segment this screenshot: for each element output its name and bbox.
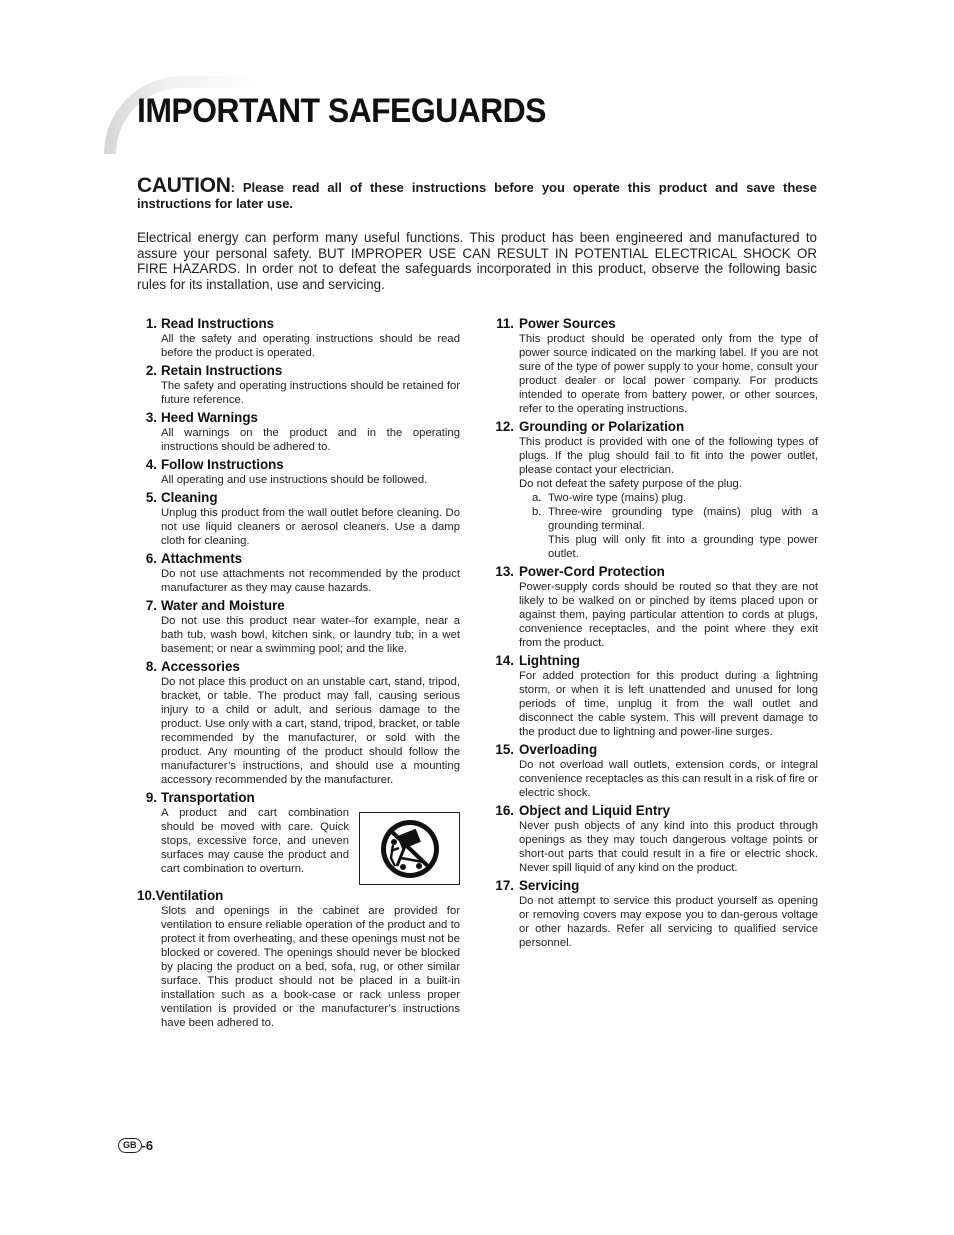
item-heading — [137, 410, 460, 426]
item-title: Power-Cord Protection — [519, 564, 665, 579]
item-title: Object and Liquid Entry — [519, 803, 671, 818]
safeguard-item — [137, 457, 460, 487]
item-paragraph: Do not defeat the safety purpose of the plug. — [519, 478, 742, 490]
item-title: Grounding or Polarization — [519, 419, 685, 434]
page-title: IMPORTANT SAFEGUARDS — [137, 92, 546, 130]
safeguard-item — [137, 316, 460, 360]
item-body: Do not overload wall outlets, extension cords, or integral convenience receptacles as this can result in a risk of fire or electric shock. — [519, 759, 818, 799]
item-heading — [137, 598, 460, 614]
item-heading — [137, 551, 460, 567]
item-number: 8. — [145, 659, 157, 674]
item-body: This product should be operated only from the type of power source indicated on the marking label. If you are not sure of the type of power supply to your home, consult your product dealer or local power company. For products intended to operate from battery power, or other sources, refer to the operating instructions. — [519, 333, 818, 415]
item-title: Heed Warnings — [161, 410, 258, 425]
item-number: 6. — [145, 551, 157, 566]
item-title: Retain Instructions — [161, 363, 283, 378]
item-number: 16. — [495, 803, 514, 818]
item-number: 17. — [495, 878, 514, 893]
safeguard-item — [495, 316, 818, 416]
safeguard-item — [495, 653, 818, 739]
item-heading — [495, 653, 818, 669]
cart-warning-figure — [359, 812, 460, 885]
item-title: Read Instructions — [161, 316, 275, 331]
sub-item-mark: a. — [532, 492, 542, 504]
item-body: The safety and operating instructions should be retained for future reference. — [161, 380, 460, 406]
item-number: 7. — [145, 598, 157, 613]
item-number: 12. — [495, 419, 514, 434]
item-body: Slots and openings in the cabinet are provided for ventilation to ensure reliable operation of the product and to protect it from overheating, and these openings must not be blocked or covered. The openings should never be blocked by placing the product on a bed, sofa, rug, or other similar surface. This product should not be placed in a built-in installation such as a book-case or rack unless proper ventilation is provided or the manufacturer’s instructions have been adhered to. — [161, 905, 460, 1029]
page-number — [118, 1138, 153, 1153]
item-body: All the safety and operating instructions should be read before the product is operated. — [161, 333, 460, 359]
item-heading — [137, 790, 460, 806]
sub-item-text — [548, 505, 818, 561]
item-heading — [495, 742, 818, 758]
item-number: 9. — [145, 790, 157, 805]
safeguard-item — [137, 659, 460, 787]
safeguard-item — [495, 803, 818, 875]
item-title: Transportation — [161, 790, 255, 805]
item-number: 4. — [145, 457, 157, 472]
safeguard-item — [137, 888, 460, 1030]
item-number: 5. — [145, 490, 157, 505]
item-title: Accessories — [161, 659, 240, 674]
item-heading — [137, 888, 460, 904]
left-column — [137, 316, 460, 1033]
item-body — [137, 806, 460, 885]
intro-paragraph: Electrical energy can perform many useful functions. This product has been engineered and manufactured to assure your personal safety. BUT IMPROPER USE CAN RESULT IN POTENTIAL ELECTRICAL SHOCK OR FIRE HAZARDS. In order not to defeat the safeguards incorporated in this product, observe the following basic rules for its installation, use and servicing. — [137, 230, 817, 293]
item-heading — [137, 363, 460, 379]
item-number: 13. — [495, 564, 514, 579]
item-heading — [137, 457, 460, 473]
item-title: Attachments — [161, 551, 243, 566]
item-title: Follow Instructions — [161, 457, 284, 472]
item-body: Do not use this product near water–for example, near a bath tub, wash bowl, kitchen sink, or laundry tub; in a wet basement; or near a swimming pool; and the like. — [161, 615, 460, 655]
item-body: Unplug this product from the wall outlet before cleaning. Do not use liquid cleaners or aerosol cleaners. Use a damp cloth for cleaning. — [161, 507, 460, 547]
item-body: All warnings on the product and in the operating instructions should be adhered to. — [161, 427, 460, 453]
item-body — [495, 435, 818, 561]
safeguard-item — [137, 410, 460, 454]
item-title: Power Sources — [519, 316, 616, 331]
item-number: 15. — [495, 742, 514, 757]
sub-item-line: This plug will only fit into a grounding type power outlet. — [548, 534, 818, 560]
transport-text: A product and cart combination should be moved with care. Quick stops, excessive force, and uneven surfaces may cause the product and cart combination to overturn. — [161, 807, 349, 875]
item-title: Overloading — [519, 742, 598, 757]
item-body: Do not attempt to service this product yourself as opening or removing covers may expose you to dan-gerous voltage or other hazards. Refer all servicing to qualified service personnel. — [519, 895, 818, 949]
item-title: Ventilation — [155, 888, 224, 903]
item-title: Water and Moisture — [161, 598, 285, 613]
item-number: 3. — [145, 410, 157, 425]
item-heading — [137, 659, 460, 675]
safeguard-item — [137, 790, 460, 885]
item-number: 11. — [496, 316, 514, 331]
item-heading — [495, 564, 818, 580]
right-column — [495, 316, 818, 953]
sub-item-line: Three-wire grounding type (mains) plug with a grounding terminal. — [548, 506, 818, 532]
item-body: Do not use attachments not recommended by the product manufacturer as they may cause hazards. — [161, 568, 460, 594]
item-heading — [495, 419, 818, 435]
item-number: 10. — [137, 888, 156, 903]
caution-heading: CAUTION — [137, 174, 231, 197]
safeguard-item — [495, 878, 818, 950]
item-number: 1. — [145, 316, 157, 331]
region-badge: GB — [118, 1138, 142, 1153]
item-paragraph: This product is provided with one of the following types of plugs. If the plug should fail to fit into the power outlet, please contact your electrician. — [519, 436, 818, 476]
safeguard-item — [137, 363, 460, 407]
item-number: 2. — [145, 363, 157, 378]
sub-item-mark: b. — [532, 506, 542, 518]
plug-type-item — [519, 491, 818, 505]
sub-item-text: Two-wire type (mains) plug. — [548, 492, 687, 504]
item-body: For added protection for this product during a lightning storm, or when it is left unattended and unused for long periods of time, unplug it from the wall outlet and disconnect the cable system. This will prevent damage to the product due to lightning and power-line surges. — [519, 670, 818, 738]
safeguard-item — [495, 742, 818, 800]
item-heading — [137, 490, 460, 506]
item-body: All operating and use instructions should be followed. — [161, 474, 428, 486]
plug-type-item — [519, 505, 818, 561]
item-title: Cleaning — [161, 490, 218, 505]
safeguard-item — [137, 490, 460, 548]
item-heading — [137, 316, 460, 332]
item-title: Lightning — [519, 653, 580, 668]
item-heading — [495, 803, 818, 819]
page-number-text: -6 — [141, 1138, 154, 1153]
item-heading — [495, 316, 818, 332]
safeguard-item — [137, 598, 460, 656]
item-number: 14. — [495, 653, 514, 668]
safeguard-item — [495, 419, 818, 561]
item-body: Never push objects of any kind into this product through openings as they may touch dangerous voltage points or short-out parts that could result in a fire or electric shock. Never spill liquid of any kind on the product. — [519, 820, 818, 874]
item-body: Do not place this product on an unstable cart, stand, tripod, bracket, or table. The product may fall, causing serious injury to a child or adult, and serious damage to the product. Use only with a cart, stand, tripod, bracket, or table recommended by the manufacturer, or sold with the product. Any mounting of the product should follow the manufacturer’s instructions, and should use a mounting accessory recommended by the manufacturer. — [161, 676, 460, 786]
safeguard-item — [137, 551, 460, 595]
cart-tip-warning-icon — [379, 818, 441, 880]
item-heading — [495, 878, 818, 894]
item-title: Servicing — [519, 878, 580, 893]
caution-notice — [137, 174, 817, 212]
caution-text: : Please read all of these instructions before you operate this product and save these instructions for later use. — [137, 180, 817, 211]
safeguard-item — [495, 564, 818, 650]
item-body: Power-supply cords should be routed so that they are not likely to be walked on or pinched by items placed upon or against them, paying particular attention to cords at plugs, convenience receptacles, and the point where they exit from the product. — [519, 581, 818, 649]
